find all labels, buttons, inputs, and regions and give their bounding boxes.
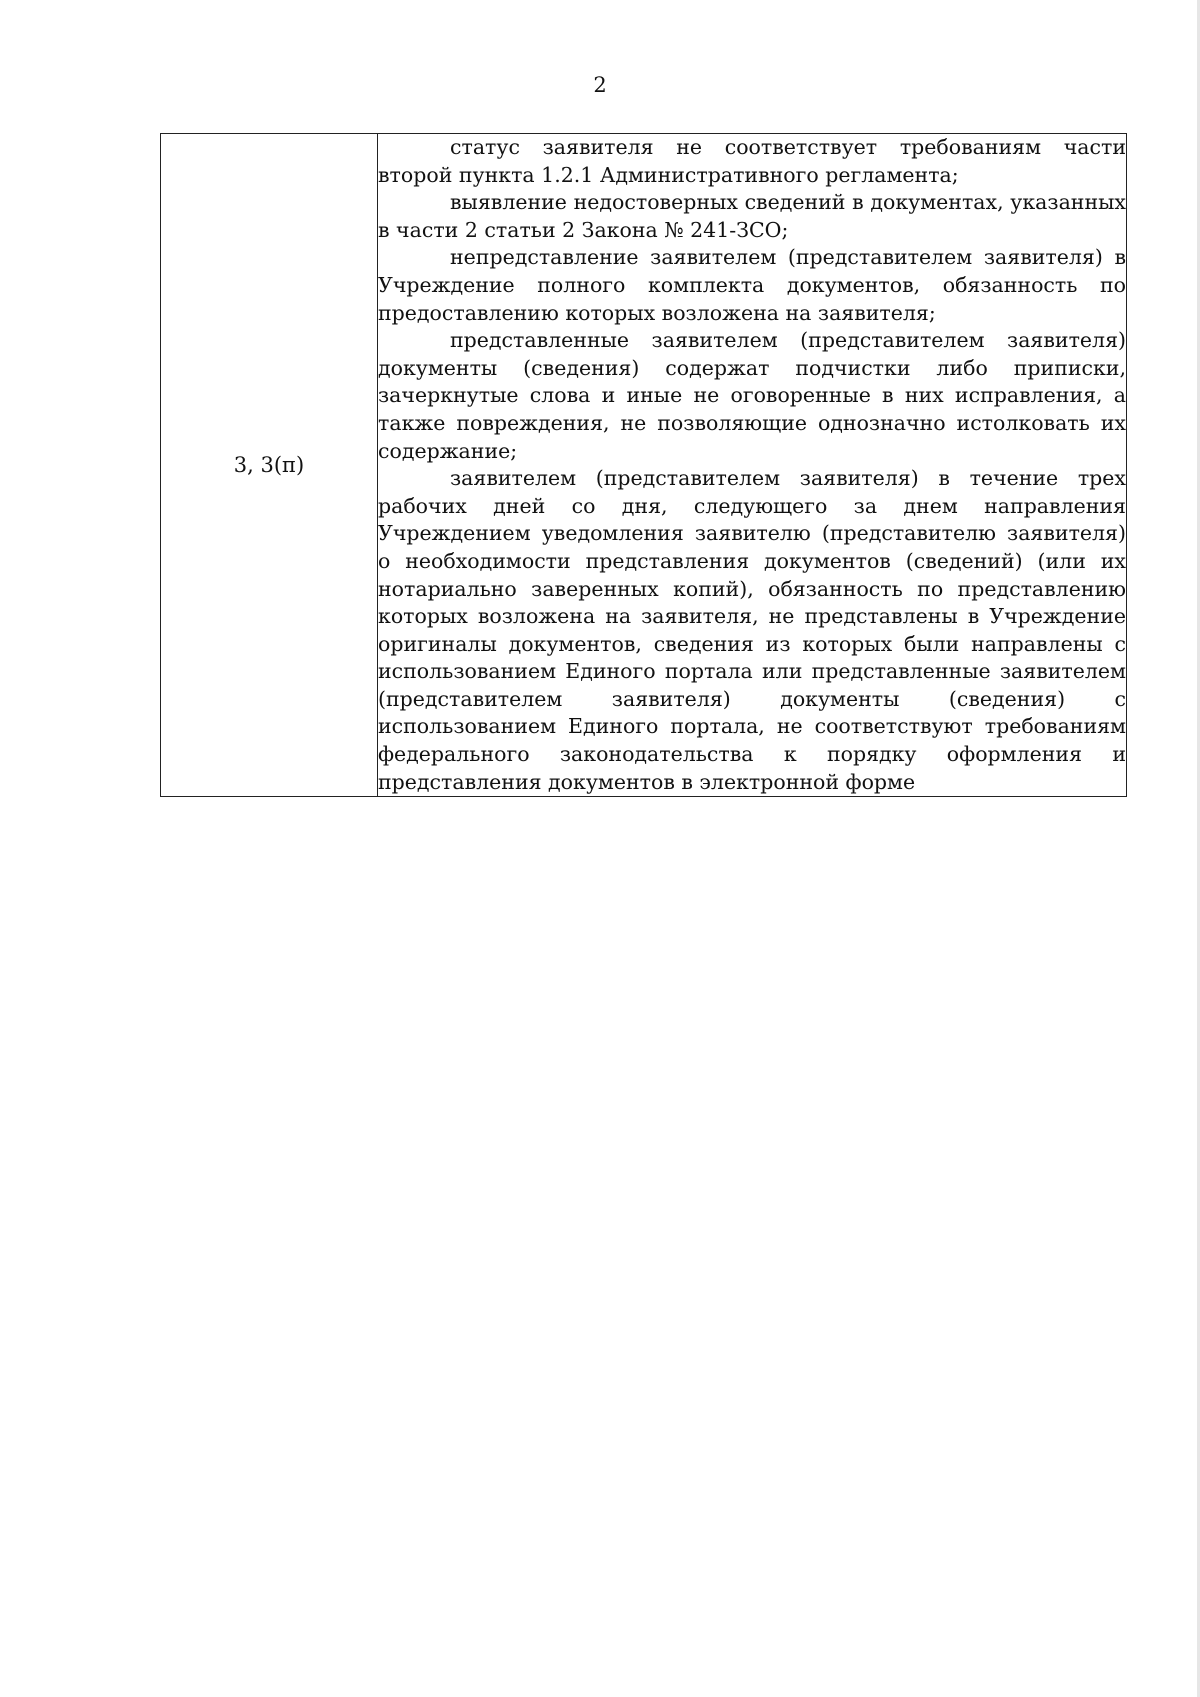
requirements-table xyxy=(160,133,1127,797)
row-code: 3, 3(п) xyxy=(233,453,305,478)
table-row xyxy=(161,134,1127,797)
paragraph-applicant-status: статус заявителя не соответствует требованиям части второй пункта 1.2.1 Административного регламента; xyxy=(378,135,1126,187)
paragraph-unreliable-info: выявление недостоверных сведений в документах, указанных в части 2 статьи 2 Закона № 241-ЗСО; xyxy=(378,190,1126,242)
paragraph-corrected-documents: представленные заявителем (представителем заявителя) документы (сведения) содержат подчистки либо приписки, зачеркнутые слова и иные не оговоренные в них исправления, а также повреждения, не позволяющие однозначно истолковать их содержание; xyxy=(378,328,1126,463)
paragraph-originals-not-submitted: заявителем (представителем заявителя) в течение трех рабочих дней со дня, следующего за днем направления Учреждением уведомления заявителю (представителю заявителя) о необходимости представления документов (сведений) (или их нотариально заверенных копий), обязанность по представлению которых возложена на заявителя, не представлены в Учреждение оригиналы документов, сведения из которых были направлены с использованием Единого портала или представленные заявителем (представителем заявителя) документы (сведения) с использованием Единого портала, не соответствуют требованиям федерального законодательства к порядку оформления и представления документов в электронной форме xyxy=(378,466,1126,794)
page-number: 2 xyxy=(593,73,607,97)
row-text-cell xyxy=(378,134,1127,797)
paragraph-incomplete-documents: непредставление заявителем (представителем заявителя) в Учреждение полного комплекта документов, обязанность по предоставлению которых возложена на заявителя; xyxy=(378,245,1126,325)
row-code-cell xyxy=(161,134,378,797)
